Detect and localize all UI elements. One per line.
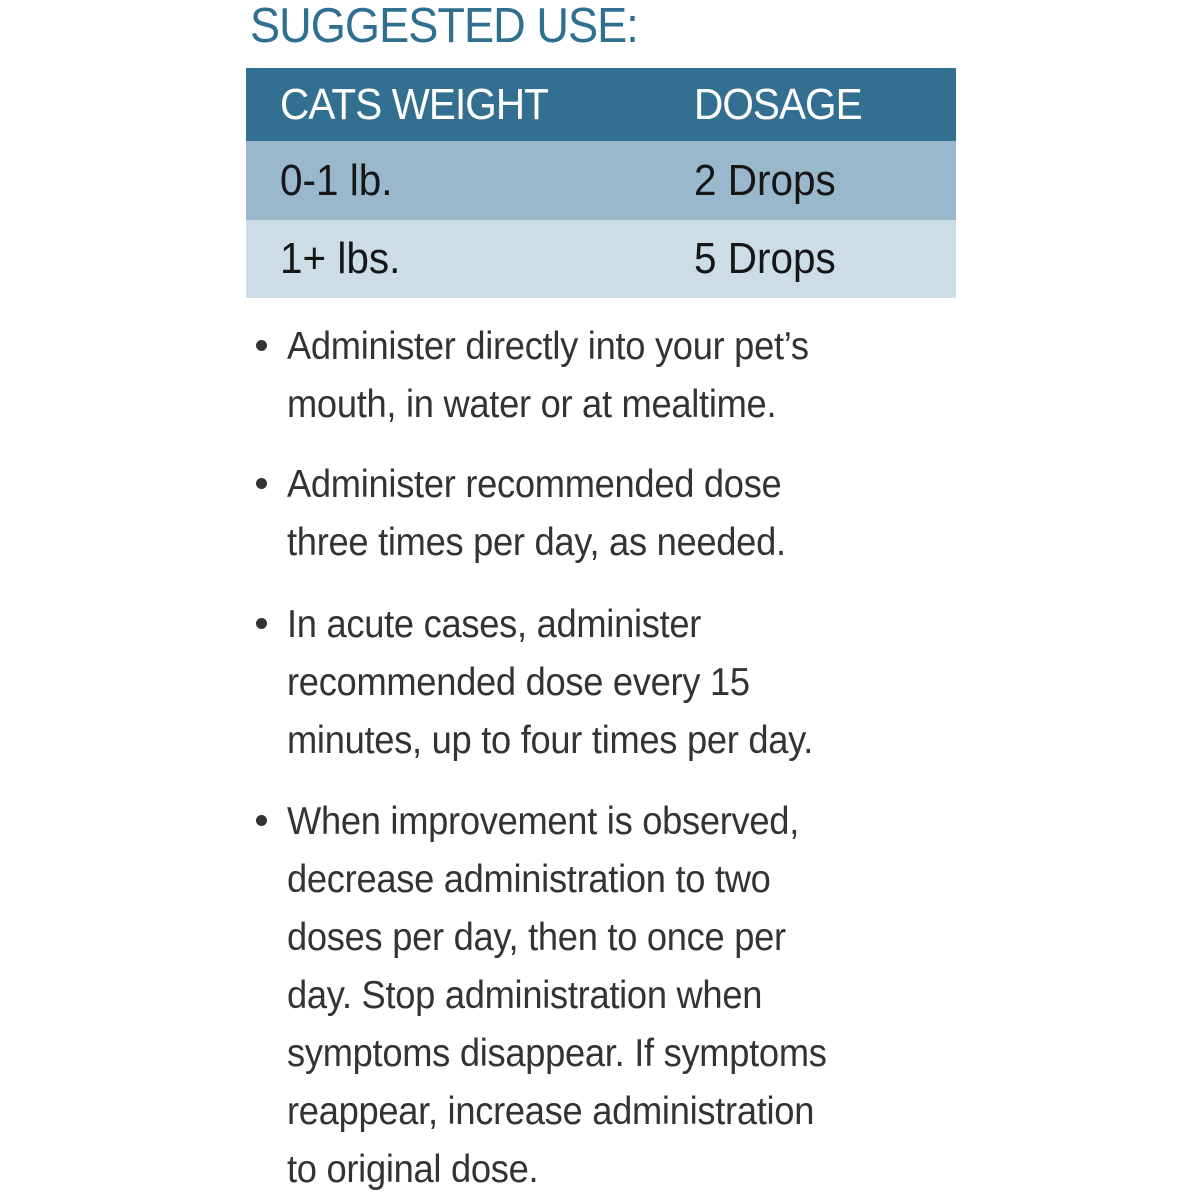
instruction-line: decrease administration to two [287,858,771,901]
instruction-line: recommended dose every 15 [287,661,750,704]
instruction-line: doses per day, then to once per [287,916,786,959]
list-item [250,596,950,770]
instruction-line: minutes, up to four times per day. [287,719,814,762]
dosage-table [246,68,956,298]
bullet-icon [256,478,267,489]
instruction-line: reappear, increase administration [287,1090,815,1133]
section-title: SUGGESTED USE: [250,0,638,53]
header-cats-weight: CATS WEIGHT [280,79,548,129]
dosage-cell: 2 Drops [694,155,836,205]
instruction-line: When improvement is observed, [287,800,800,843]
bullet-icon [256,815,267,826]
bullet-icon [256,340,267,351]
header-dosage: DOSAGE [694,79,862,129]
list-item [250,456,950,572]
instruction-line: In acute cases, administer [287,603,702,646]
instruction-line: day. Stop administration when [287,974,763,1017]
weight-cell: 0-1 lb. [280,155,393,205]
table-row [246,220,956,298]
bullet-icon [256,618,267,629]
instruction-line: three times per day, as needed. [287,521,786,564]
instruction-line: symptoms disappear. If symptoms [287,1032,827,1075]
weight-cell: 1+ lbs. [280,234,401,283]
instruction-line: mouth, in water or at mealtime. [287,383,777,426]
instruction-line: Administer directly into your pet’s [287,325,809,368]
dosage-cell: 5 Drops [694,234,836,283]
list-item [250,793,950,1199]
instruction-line: to original dose. [287,1148,539,1191]
table-header-row [246,68,956,141]
instruction-line: Administer recommended dose [287,463,782,506]
table-row [246,141,956,220]
list-item [250,318,950,434]
